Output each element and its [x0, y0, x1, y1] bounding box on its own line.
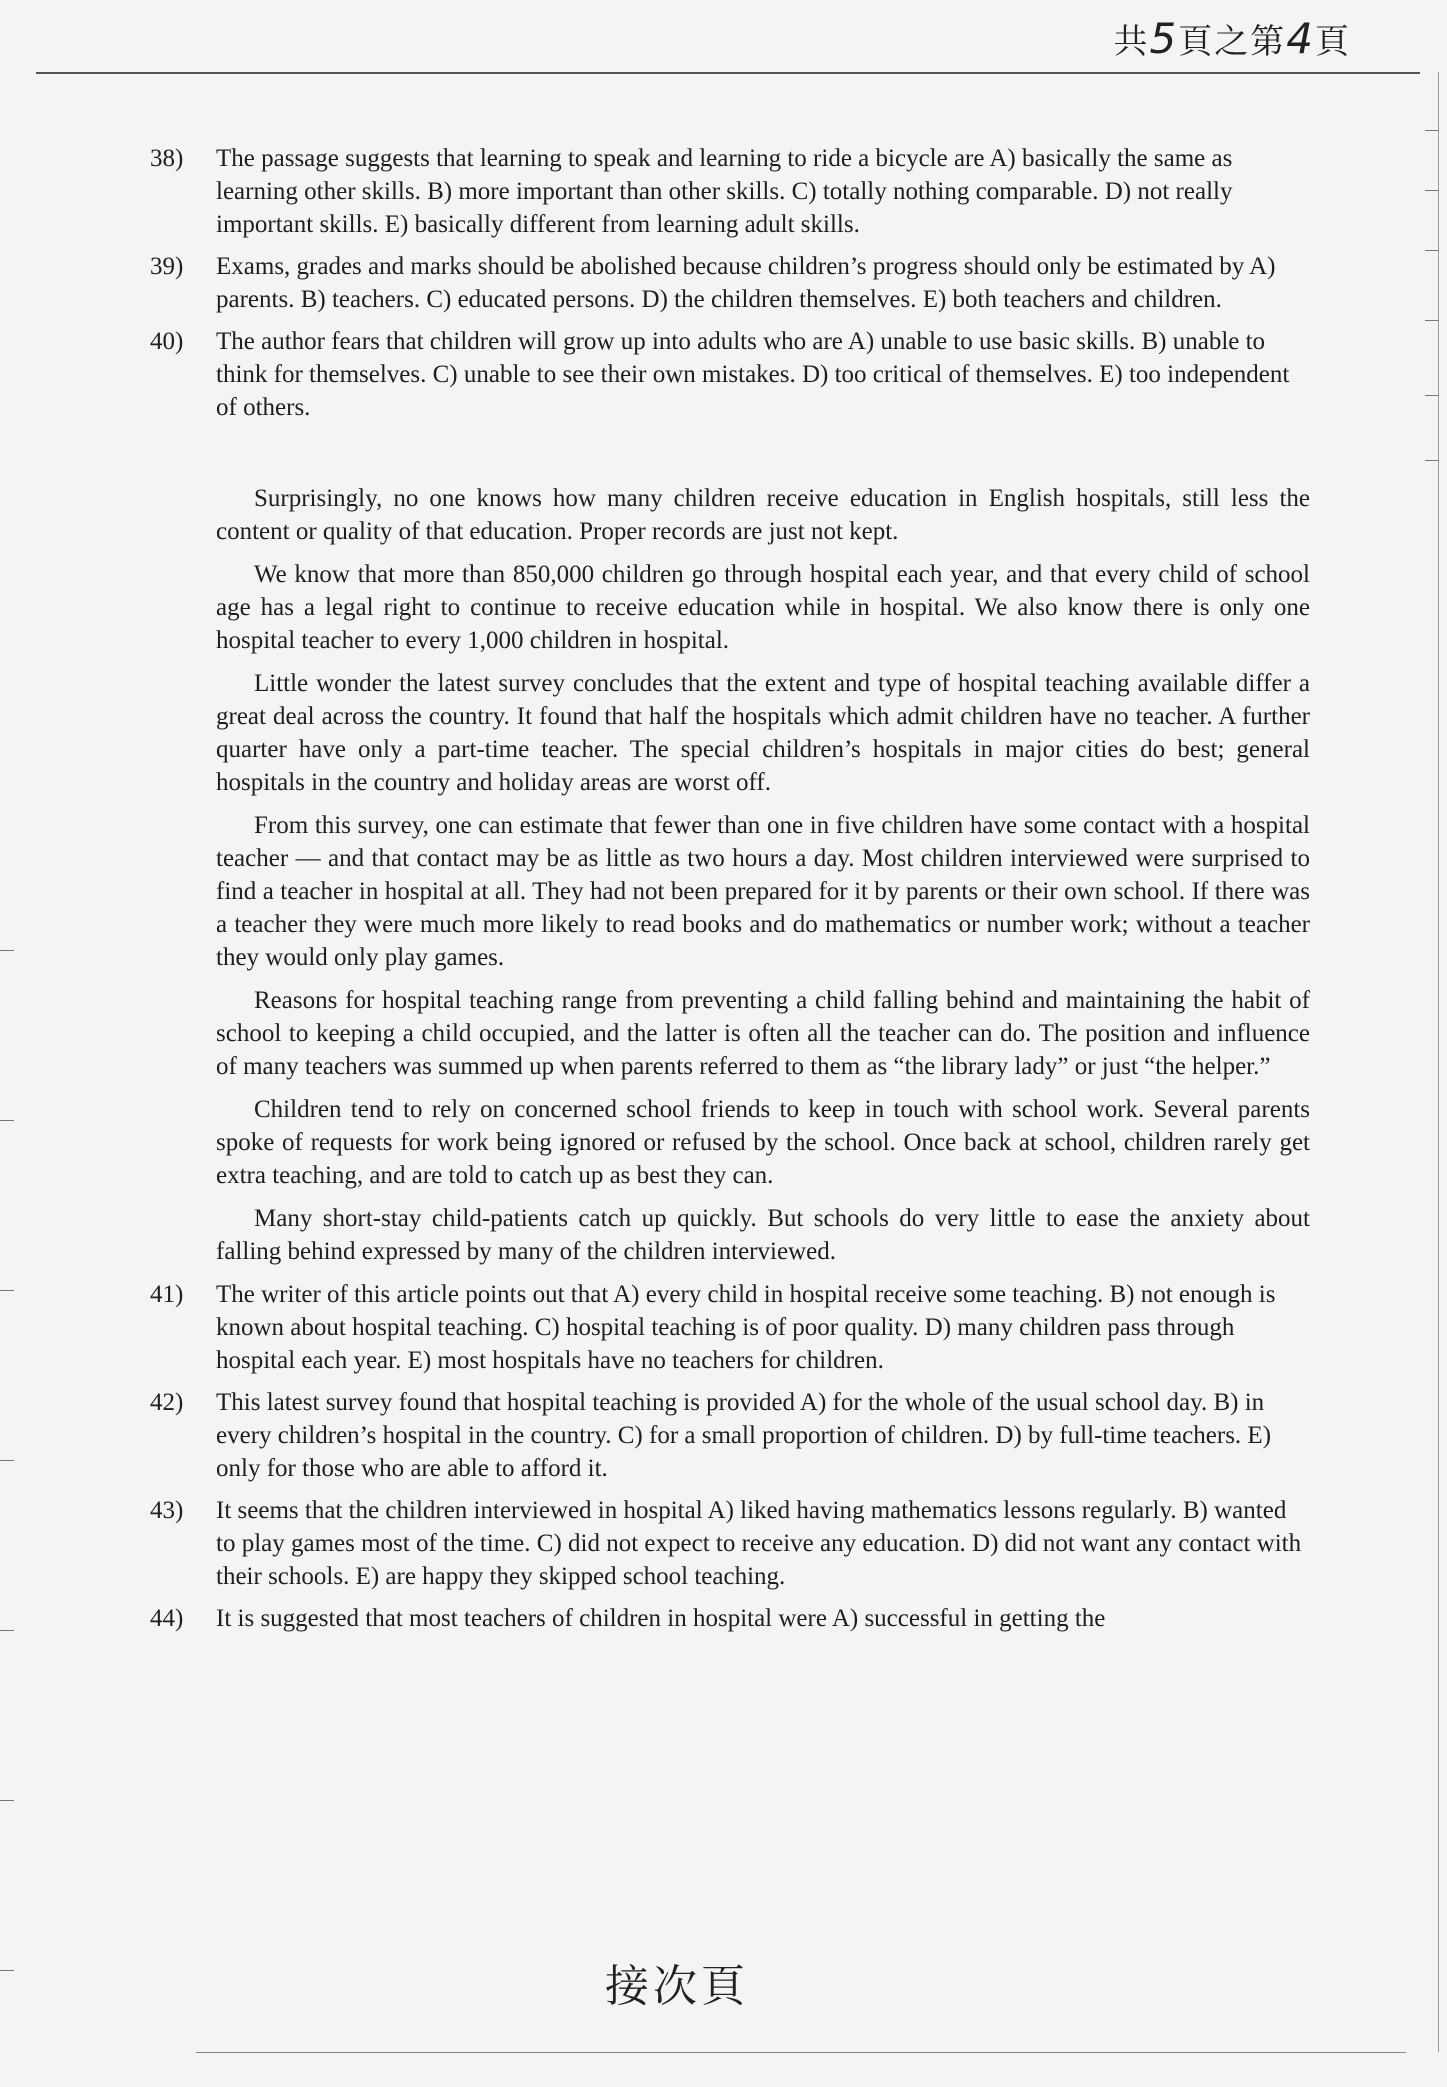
passage-paragraph: Children tend to rely on concerned school friends to keep in touch with school work. Several parents spoke of requests for work being ignored or refused by the school. Once back at school, children rarely get extra teaching, and are told to catch up as best they can. [216, 1096, 1310, 1189]
margin-tick [0, 1800, 14, 1801]
question-41 [150, 1278, 1310, 1377]
question-44 [150, 1602, 1310, 1635]
passage-paragraph: Many short-stay child-patients catch up quickly. But schools do very little to ease the anxiety about falling behind expressed by many of the children interviewed. [216, 1205, 1310, 1265]
question-38 [150, 142, 1310, 241]
total-pages: 5 [1149, 14, 1179, 63]
question-number: 44) [150, 1605, 184, 1632]
page-border-bottom [196, 2052, 1406, 2053]
page-border-right [1438, 72, 1439, 2052]
question-number: 39) [150, 253, 184, 280]
continue-next-page-label: 接次頁 [605, 1961, 749, 2012]
margin-tick [0, 1460, 14, 1461]
page-border-top [36, 72, 1420, 74]
passage-paragraph: Reasons for hospital teaching range from preventing a child falling behind and maintaining the habit of school to keeping a child occupied, and the latter is often all the teacher can do. The position and influence of many teachers was summed up when parents referred to them as “the library lady” or just “the helper.” [216, 987, 1310, 1080]
passage-paragraph: From this survey, one can estimate that fewer than one in five children have some contact with a hospital teacher — and that contact may be as little as two hours a day. Most children interviewed were surprised to find a teacher in hospital at all. They had not been prepared for it by parents or their own school. If there was a teacher they were much more likely to read books and do mathematics or number work; without a teacher they would only play games. [216, 812, 1310, 971]
page-number-header [1114, 14, 1351, 63]
question-text: The passage suggests that learning to speak and learning to ride a bicycle are A) basically the same as learning other skills. B) more important than other skills. C) totally nothing comparable. D) not really important skills. E) basically different from learning adult skills. [216, 145, 1233, 238]
question-text: It is suggested that most teachers of children in hospital were A) successful in getting the [216, 1605, 1106, 1632]
question-text: Exams, grades and marks should be abolished because children’s progress should only be estimated by A) parents. B) teachers. C) educated persons. D) the children themselves. E) both teachers and children. [216, 253, 1276, 313]
question-42 [150, 1386, 1310, 1485]
reading-passage [150, 482, 1310, 1268]
header-prefix: 共 [1113, 22, 1150, 62]
margin-tick [1425, 190, 1439, 191]
passage-paragraph: Surprisingly, no one knows how many children receive education in English hospitals, still less the content or quality of that education. Proper records are just not kept. [216, 485, 1310, 545]
margin-tick [1425, 395, 1439, 396]
question-number: 43) [150, 1497, 184, 1524]
question-39 [150, 250, 1310, 316]
header-middle: 頁之第 [1178, 22, 1287, 62]
question-number: 41) [150, 1281, 184, 1308]
exam-content [150, 142, 1310, 1644]
margin-tick [0, 1290, 14, 1291]
margin-tick [0, 1120, 14, 1121]
passage-paragraph: We know that more than 850,000 children go through hospital each year, and that every child of school age has a legal right to continue to receive education while in hospital. We also know there is only one hospital teacher to every 1,000 children in hospital. [216, 561, 1310, 654]
question-number: 42) [150, 1389, 184, 1416]
question-text: The author fears that children will grow up into adults who are A) unable to use basic skills. B) unable to think for themselves. C) unable to see their own mistakes. D) too critical of themselves. E) too independent of others. [216, 328, 1290, 421]
margin-tick [1425, 460, 1439, 461]
question-text: It seems that the children interviewed in hospital A) liked having mathematics lessons regularly. B) wanted to play games most of the time. C) did not expect to receive any education. D) did not want any contact with their schools. E) are happy they skipped school teaching. [216, 1497, 1302, 1590]
question-number: 38) [150, 145, 184, 172]
question-text: The writer of this article points out that A) every child in hospital receive some teaching. B) not enough is known about hospital teaching. C) hospital teaching is of poor quality. D) many children pass through hospital each year. E) most hospitals have no teachers for children. [216, 1281, 1276, 1374]
question-text: This latest survey found that hospital teaching is provided A) for the whole of the usual school day. B) in every children’s hospital in the country. C) for a small proportion of children. D) by full-time teachers. E) only for those who are able to afford it. [216, 1389, 1272, 1482]
header-suffix: 頁 [1315, 22, 1351, 62]
current-page: 4 [1286, 14, 1315, 63]
question-number: 40) [150, 328, 184, 355]
passage-paragraph: Little wonder the latest survey concludes that the extent and type of hospital teaching available differ a great deal across the country. It found that half the hospitals which admit children have no teacher. A further quarter have only a part-time teacher. The special children’s hospitals in major cities do best; general hospitals in the country and holiday areas are worst off. [216, 670, 1310, 796]
question-40 [150, 325, 1310, 424]
margin-tick [0, 1970, 14, 1971]
margin-tick [1425, 320, 1439, 321]
margin-tick [0, 1630, 14, 1631]
margin-tick [1425, 250, 1439, 251]
margin-tick [0, 950, 14, 951]
margin-tick [1425, 130, 1439, 131]
question-43 [150, 1494, 1310, 1593]
